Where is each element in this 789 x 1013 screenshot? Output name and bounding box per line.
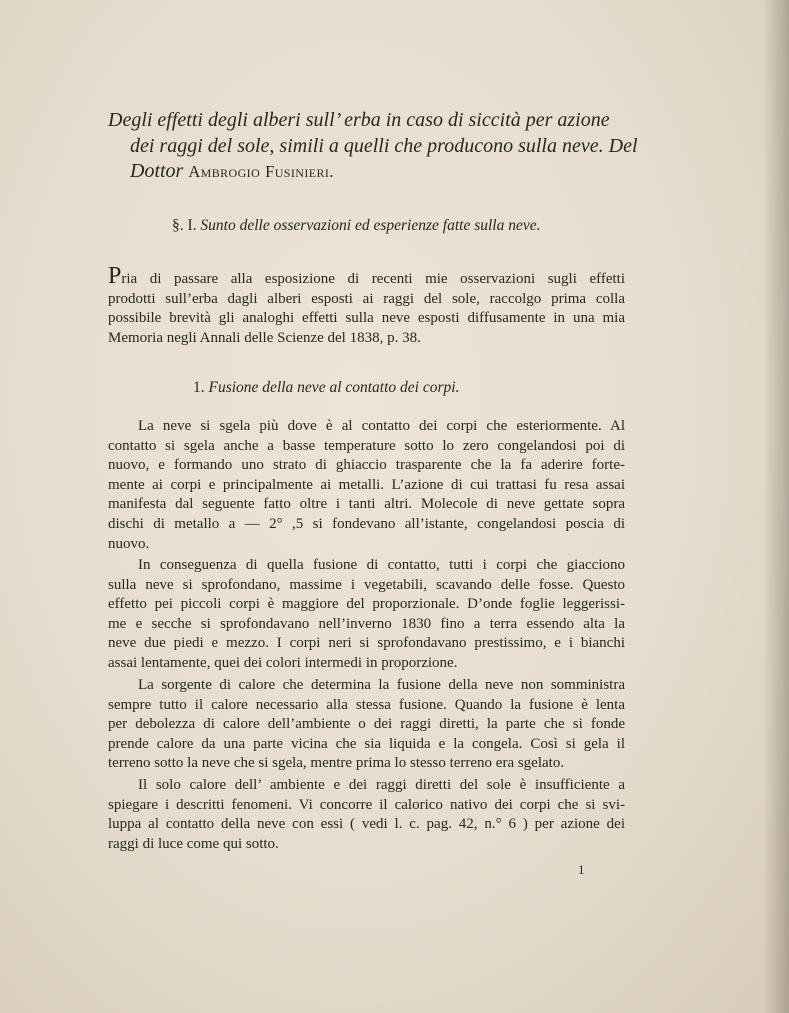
- section-heading: [172, 217, 540, 235]
- title-prefix: Dottor: [130, 160, 189, 182]
- paragraph-1: [108, 417, 625, 554]
- text-line: per debolezza di calore dell’ambiente o dei raggi diretti, la parte che si fonde: [108, 716, 625, 733]
- text-line: mente ai corpi e principalmente ai metalli. L’azione di cui trattasi fu resa assai: [108, 476, 625, 493]
- text-line: spiegare i descritti fenomeni. Vi concorre il calorico nativo dei corpi che si svi-: [108, 796, 625, 813]
- intro-line: Pria di passare alla esposizione di recenti mie osservazioni sugli effetti: [108, 263, 625, 289]
- text-line: nuovo.: [108, 535, 150, 552]
- title-line-2: dei raggi del sole, simili a quelli che producono sulla neve. Del: [130, 134, 638, 157]
- text-line: La neve si sgela più dove è al contatto dei corpi che esteriormente. Al: [138, 418, 625, 434]
- drop-cap: P: [108, 263, 122, 289]
- text-line: nuovo, e formando uno strato di ghiaccio trasparente che la fa aderire forte-: [108, 457, 625, 474]
- subsection-number: 1.: [193, 379, 205, 396]
- intro-paragraph: [108, 263, 625, 348]
- text-line: prende calore da una parte vicina che sia liquida e la congela. Così si gela il: [108, 735, 625, 752]
- text-line: Il solo calore dell’ ambiente e dei raggi diretti del sole è insufficiente a: [138, 777, 625, 793]
- article-title: [108, 108, 648, 185]
- author-first-name: Ambrogio: [188, 162, 261, 181]
- text-line: effetto pei piccoli corpi è maggiore del proporzionale. D’onde foglie leggerissi-: [108, 596, 625, 613]
- paragraph-3: [108, 676, 625, 774]
- text-line: luppa al contatto della neve con essi ( vedi l. c. pag. 42, n.° 6 ) per azione dei: [108, 816, 625, 833]
- text-line: In conseguenza di quella fusione di contatto, tutti i corpi che giacciono: [138, 557, 625, 573]
- text-line: dischi di metallo a — 2° ,5 si fondevano all’istante, congelandosi poscia di: [108, 515, 625, 532]
- paragraph-4: [108, 776, 625, 854]
- text-line: neve due piedi e mezzo. I corpi neri si sprofondavano prestissimo, e i bianchi: [108, 635, 625, 652]
- section-number: §. I.: [172, 217, 197, 234]
- text-line: La sorgente di calore che determina la fusione della neve non somministra: [138, 677, 625, 693]
- text-line: contatto si sgela anche a basse temperature sotto lo zero congelandosi poi di: [108, 437, 625, 454]
- text-line: me e secche si sprofondavano nell’inverno 1830 fino a terra essendo alta la: [108, 615, 625, 632]
- text-line: assai lentamente, quei dei colori intermedi in proporzione.: [108, 654, 458, 671]
- text-line: raggi di luce come qui sotto.: [108, 835, 279, 852]
- intro-line: prodotti sull’erba dagli alberi esposti ai raggi del sole, raccolgo prima colla: [108, 290, 625, 307]
- page-number: 1: [578, 862, 585, 877]
- text-line: terreno sotto la neve che si sgela, mentre prima lo stesso terreno era sgelato.: [108, 755, 565, 772]
- author-last-name: Fusinieri.: [265, 162, 334, 181]
- subsection-heading: [193, 379, 459, 397]
- intro-line: possibile brevità gli analoghi effetti sulla neve esposti diffusamente in una mia: [108, 310, 625, 327]
- paragraph-2: [108, 556, 625, 674]
- intro-line: Memoria negli Annali delle Scienze del 1838, p. 38.: [108, 329, 421, 346]
- text-line: manifesta dal seguente fatto oltre i tanti altri. Molecole di neve gettate sopra: [108, 496, 625, 513]
- title-line-3: [108, 159, 648, 185]
- page-edge-shadow: [763, 0, 789, 1013]
- section-title: Sunto delle osservazioni ed esperienze fatte sulla neve.: [200, 217, 541, 234]
- subsection-title: Fusione della neve al contatto dei corpi.: [208, 379, 460, 396]
- title-line-1: Degli effetti degli alberi sull’ erba in caso di siccità per azione: [108, 109, 610, 131]
- text-line: sulla neve si sprofondano, massime i vegetabili, scavando delle fosse. Questo: [108, 576, 625, 593]
- text-line: sempre tutto il calore necessario alla stessa fusione. Quando la fusione è lenta: [108, 696, 625, 713]
